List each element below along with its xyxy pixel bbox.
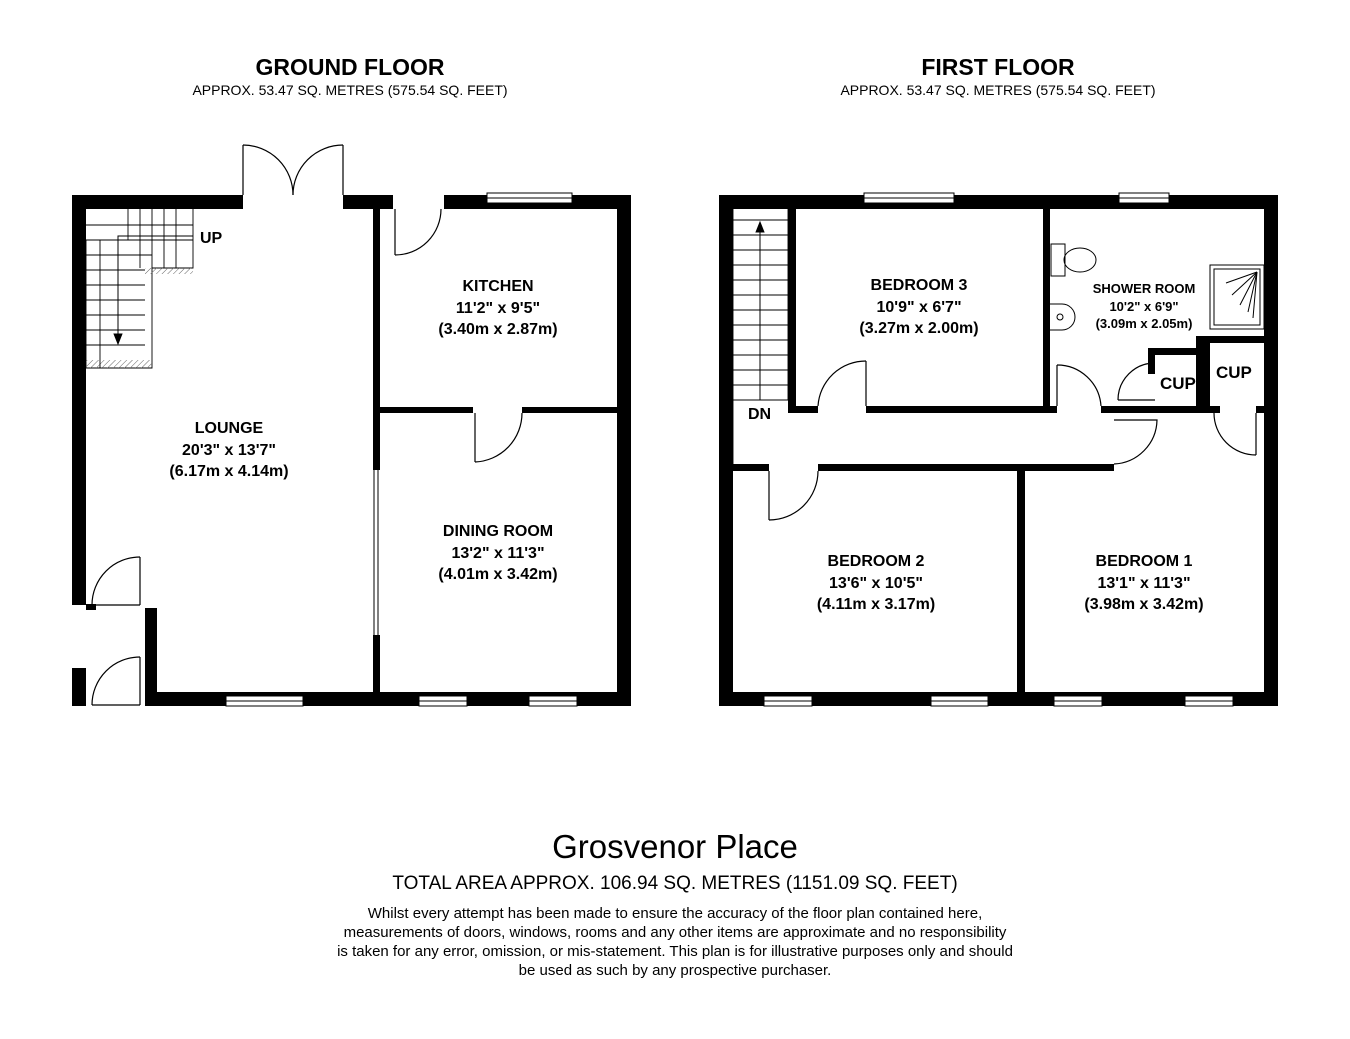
room-bedroom-2: [817, 553, 935, 613]
room-lounge: [169, 420, 288, 480]
room-name: BEDROOM 1: [1095, 553, 1193, 570]
room-size-imperial: 10'2" x 6'9": [1109, 299, 1179, 314]
ground-stairs: [86, 209, 193, 368]
room-size-imperial: 20'3" x 13'7": [182, 442, 276, 459]
room-size-metric: (6.17m x 4.14m): [169, 463, 289, 480]
first-floor-area: APPROX. 53.47 SQ. METRES (575.54 SQ. FEET): [840, 82, 1156, 98]
room-size-imperial: 13'6" x 10'5": [829, 575, 923, 592]
room-size-metric: (4.11m x 3.17m): [816, 596, 936, 613]
room-name: LOUNGE: [194, 420, 264, 437]
room-name: DINING ROOM: [442, 523, 554, 540]
room-name: SHOWER ROOM: [1092, 281, 1196, 296]
basin-icon: [1050, 304, 1075, 330]
stairs-up-label: UP: [200, 230, 223, 247]
disclaimer-line: Whilst every attempt has been made to ensure the accuracy of the floor plan contained here,: [367, 905, 983, 922]
room-size-metric: (3.40m x 2.87m): [438, 321, 558, 338]
room-size-metric: (3.09m x 2.05m): [1095, 316, 1193, 331]
room-size-metric: (3.27m x 2.00m): [859, 320, 979, 337]
cupboard-label-2: CUP: [1216, 363, 1252, 382]
room-shower-room: [1093, 281, 1196, 331]
room-size-metric: (4.01m x 3.42m): [438, 566, 558, 583]
room-size-imperial: 11'2" x 9'5": [455, 300, 541, 317]
room-size-imperial: 13'2" x 11'3": [451, 545, 545, 562]
disclaimer-line: be used as such by any prospective purchaser.: [518, 962, 832, 979]
room-name: BEDROOM 2: [827, 553, 925, 570]
first-floor-plan: [719, 193, 1278, 706]
toilet-icon: [1051, 244, 1096, 276]
room-size-imperial: 10'9" x 6'7": [876, 299, 962, 316]
room-dining-room: [438, 523, 557, 583]
stairs-down-label: DN: [748, 406, 772, 423]
room-name: BEDROOM 3: [870, 277, 968, 294]
property-title: Grosvenor Place: [552, 828, 798, 865]
room-size-metric: (3.98m x 3.42m): [1084, 596, 1204, 613]
disclaimer: [0, 904, 1350, 980]
ground-floor-title: GROUND FLOOR: [255, 54, 445, 80]
first-outer-walls: [719, 195, 1278, 706]
room-kitchen: [438, 278, 557, 338]
ground-floor-plan: [72, 145, 631, 706]
ground-floor-area: APPROX. 53.47 SQ. METRES (575.54 SQ. FEET): [192, 82, 508, 98]
room-bedroom-3: [859, 277, 978, 337]
ground-sliding-partition: [374, 470, 378, 635]
first-stairs: [733, 209, 788, 464]
room-bedroom-1: [1084, 553, 1203, 613]
shower-tray-icon: [1210, 265, 1264, 329]
room-size-imperial: 13'1" x 11'3": [1097, 575, 1191, 592]
disclaimer-line: is taken for any error, omission, or mis-statement. This plan is for illustrative purposes only and should: [337, 943, 1013, 960]
first-floor-title: FIRST FLOOR: [921, 54, 1075, 80]
total-area: TOTAL AREA APPROX. 106.94 SQ. METRES (1151.09 SQ. FEET): [392, 873, 958, 894]
disclaimer-line: measurements of doors, windows, rooms and any other items are approximate and no responsibility: [343, 924, 1007, 941]
room-name: KITCHEN: [462, 278, 534, 295]
cupboard-label-1: CUP: [1160, 374, 1196, 393]
first-windows: [764, 193, 1233, 706]
ground-windows: [226, 193, 577, 706]
